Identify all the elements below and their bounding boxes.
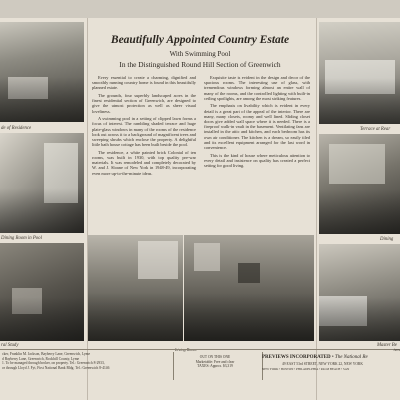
agency-cities: NEW YORK • BOSTON • PHILADELPHIA • PALM BEACH • SAN — [262, 367, 350, 371]
caption-study: ral Study — [1, 343, 19, 348]
paragraph: The grounds, four superbly landscaped acres in the finest residential section of Greenwich, are designed to give the utmost protection as well as sheer visual loveliness. — [92, 93, 196, 114]
agency-tagline: • The National Re — [331, 355, 368, 360]
footer-divider — [173, 352, 174, 380]
photo-master-bedroom — [319, 244, 400, 341]
footer-line: or through Lloyd J. Fyt, First National Bank Bldg. Tel.: Greenwich 8-4146 — [2, 365, 110, 370]
body-column-right — [204, 75, 310, 171]
footer-line: OUT ON THIS ONE — [199, 355, 231, 359]
photo-living-room-fireplace — [184, 235, 314, 341]
photo-study — [0, 243, 84, 341]
caption-terrace: Terrace at Rear — [360, 127, 391, 132]
brochure-subtitle: With Swimming Pool — [169, 50, 231, 58]
brochure-title: Beautifully Appointed Country Estate — [110, 34, 290, 46]
photo-pool-view — [0, 133, 84, 233]
photo-dining — [319, 134, 400, 234]
agency-name: PREVIEWS INCORPORATED — [262, 355, 331, 360]
footer-line: d Bayberry Lane, Greenwich, Rockhill County, Lyme — [2, 356, 80, 361]
paragraph: A swimming pool in a setting of clipped lawn forms a focus of interest. The rambling shaded terrace and huge plate-glass windows in many of the rooms of the residence look out across it to a background of magnificent trees and sweeping shrubs which enclose the property. A delightful little bath house cottage has been built beside the pool. — [92, 116, 196, 148]
footer-contacts — [2, 352, 130, 370]
footer-line: TAXES: Approx. $3,319 — [197, 364, 233, 369]
caption-dining: Dining — [380, 237, 394, 242]
fold-crease-right — [316, 18, 317, 400]
footer-line: 1. To be managed through broker, on property. Tel.: Greenwich 8-2933, — [2, 361, 105, 366]
footer-line: Marketable: Free and clear — [195, 359, 235, 364]
photo-residence-exterior — [0, 22, 84, 122]
caption-dining-pool: Dining Room in Pool — [1, 236, 42, 241]
paragraph: This is the kind of house where meticulous attention to every detail and insistence on quality has created a perfect setting for good living. — [204, 152, 310, 169]
paragraph: The residence, a white painted brick Colonial of ten rooms, was built in 1930, with top quality pre-war materials. It was remodeled and completely decorated by W. and J. Sloane of New York in 1948-49, incorporating even more up-to-the-minute ideas. — [92, 149, 196, 176]
paragraph: The emphasis on livability which is evident in every detail is a great part of the appeal of the interior. There are many, many closets, roomy and well lined. Sliding closet doors give added wall space where it is needed. There is a fireproof walk-in vault in the basement. Ventilating fans are installed in the attic and kitchen, and each bedroom has its own air conditioner. The kitchen is a dream, so easily tiled and its excellent equipment arranged for the last word in convenience. — [204, 103, 310, 151]
caption-master-bedroom: Master Be — [377, 343, 397, 348]
fold-crease-left — [87, 18, 88, 400]
photo-rear-terrace — [319, 22, 400, 124]
photo-living-room — [88, 235, 183, 341]
footer-line: cker, Franklin M. Jackson, Bayberry Lane, Greenwich, Lyme — [2, 352, 91, 356]
agency-address: 49 EAST 53rd STREET, NEW YORK 22, NEW YORK — [282, 362, 363, 366]
paragraph: Every essential to create a charming, dignified and smoothly running country home is found in this beautifully planned estate. — [92, 75, 196, 91]
agency-name-line — [262, 355, 400, 360]
body-column-left — [92, 75, 196, 178]
caption-residence: de of Residence — [1, 126, 32, 131]
footer-terms — [175, 355, 255, 369]
caption-living-room: Living Room — [175, 347, 197, 352]
caption-footer-right: ives — [393, 347, 400, 352]
paragraph: Exquisite taste is evident in the design and decor of the spacious rooms. The interesting use of glass, with tremendous windows forming almost an entire wall of many of the rooms, and the controlled lighting with built-in ceiling spotlights, are among the most striking features. — [204, 75, 310, 101]
brochure-location: In the Distinguished Round Hill Section of Greenwich — [119, 60, 281, 69]
